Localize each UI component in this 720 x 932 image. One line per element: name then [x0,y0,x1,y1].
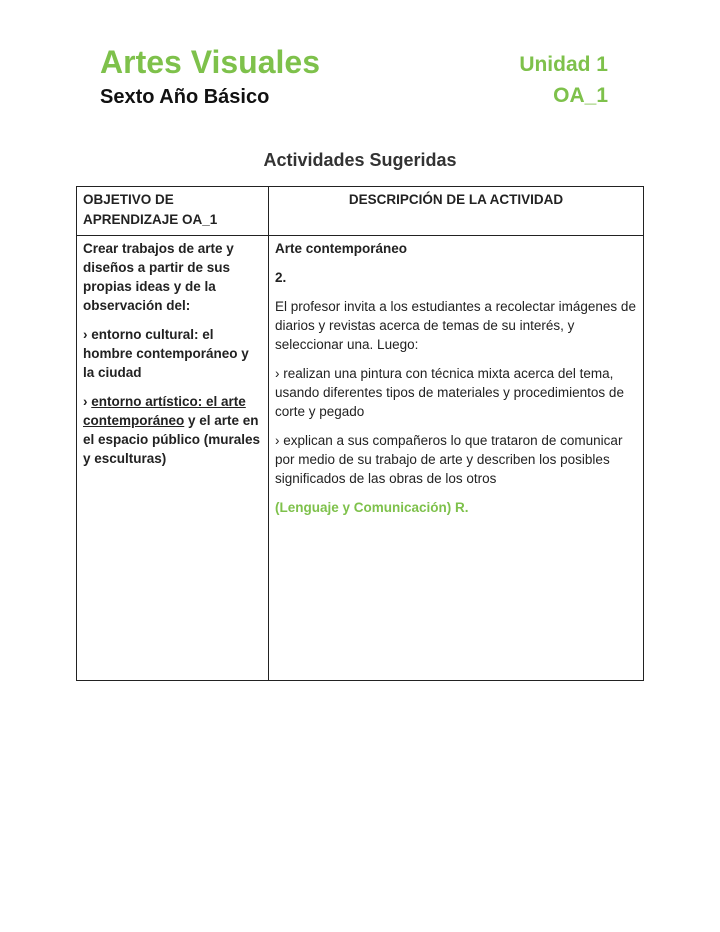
header-left [100,44,320,110]
subject-title: Artes Visuales [100,44,320,80]
cross-reference: (Lenguaje y Comunicación) R. [275,500,469,515]
item-rest: y el arte en el espacio público (murales y esculturas) [83,413,261,466]
header-description: DESCRIPCIÓN DE LA ACTIVIDAD [269,187,644,236]
item-prefix: › [83,394,92,409]
section-title: Actividades Sugeridas [263,150,457,170]
oa-label: OA_1 [553,84,608,107]
activity-title: Arte contemporáneo [275,241,408,256]
grade-subtitle: Sexto Año Básico [100,86,270,108]
table-body-row [77,236,644,681]
objective-item-cultural: › entorno cultural: el hombre contemporáneo y la ciudad [83,327,249,380]
table-header-row [77,187,644,236]
activity-step-2: › explican a sus compañeros lo que trataron de comunicar por medio de su trabajo de arte y describen los posibles significados de las obras de los otros [275,433,623,486]
header-right [519,52,608,109]
header-objective: OBJETIVO DE APRENDIZAJE OA_1 [77,187,269,236]
activity-intro: El profesor invita a los estudiantes a recolectar imágenes de diarios y revistas acerca de temas de su interés, y seleccionar una. Luego: [275,299,636,352]
unit-label: Unidad 1 [519,53,608,76]
activity-number: 2. [275,270,287,285]
objective-item-artistic [83,392,262,468]
objective-cell [77,236,269,681]
activities-table [76,186,644,681]
objective-intro: Crear trabajos de arte y diseños a partir de sus propias ideas y de la observación del: [83,241,234,313]
activity-cell [269,236,644,681]
activity-step-1: › realizan una pintura con técnica mixta acerca del tema, usando diferentes tipos de materiales y procedimientos de corte y pegado [275,366,624,419]
underlined-text: entorno artístico: el arte contemporáneo [83,394,246,428]
